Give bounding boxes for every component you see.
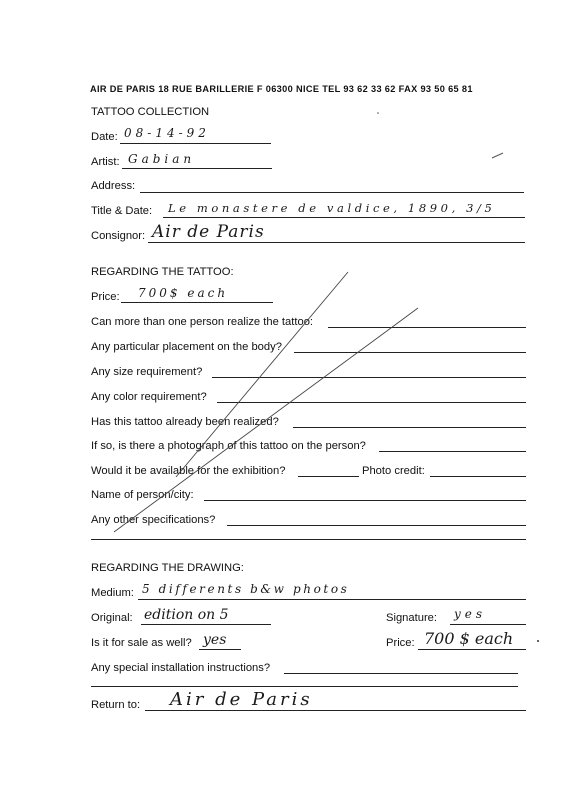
date-label: Date:	[91, 131, 118, 143]
placement-label: Any particular placement on the body?	[91, 341, 282, 353]
address-label: Address:	[91, 180, 136, 192]
signature-label: Signature:	[386, 612, 437, 624]
installation-label: Any special installation instructions?	[91, 662, 271, 674]
color-label: Any color requirement?	[91, 391, 207, 403]
drawing-price-value[interactable]: 700 $ each	[424, 629, 514, 648]
form-title: TATTOO COLLECTION	[91, 106, 210, 118]
artist-label: Artist:	[91, 156, 120, 168]
drawing-section-heading: REGARDING THE DRAWING:	[91, 562, 244, 574]
photograph-label: If so, is there a photograph of this tattoo on the person?	[91, 440, 366, 452]
return-to-value[interactable]: Air de Paris	[170, 689, 313, 710]
strike-line-upper	[176, 272, 348, 477]
tattoo-price-value[interactable]: 700$ each	[138, 286, 229, 300]
strike-line-lower	[114, 308, 418, 532]
name-person-label: Name of person/city:	[91, 489, 194, 501]
photo-credit-label: Photo credit:	[362, 465, 425, 477]
consignor-value[interactable]: Air de Paris	[152, 222, 265, 242]
medium-label: Medium:	[91, 587, 134, 599]
title-date-label: Title & Date:	[91, 205, 153, 217]
original-label: Original:	[91, 612, 133, 624]
more-than-one-label: Can more than one person realize the tattoo:	[91, 316, 314, 328]
stray-mark	[492, 153, 503, 158]
tattoo-price-label: Price:	[91, 291, 120, 303]
tattoo-section-heading: REGARDING THE TATTOO:	[91, 266, 234, 278]
drawing-price-label: Price:	[386, 637, 415, 649]
for-sale-value[interactable]: yes	[203, 632, 227, 648]
realized-label: Has this tattoo already been realized?	[91, 416, 279, 428]
original-value[interactable]: edition on 5	[144, 607, 229, 623]
consignor-label: Consignor:	[91, 230, 146, 242]
stray-dot	[377, 112, 379, 114]
for-sale-label: Is it for sale as well?	[91, 637, 192, 649]
artist-value[interactable]: Gabian	[128, 152, 196, 166]
return-to-label: Return to:	[91, 699, 141, 711]
date-value[interactable]: 08-14-92	[124, 126, 210, 140]
stray-dot-2	[537, 640, 539, 642]
size-label: Any size requirement?	[91, 366, 203, 378]
exhibition-label: Would it be available for the exhibition?	[91, 465, 286, 477]
other-specs-label: Any other specifications?	[91, 514, 216, 526]
signature-value[interactable]: yes	[454, 607, 487, 621]
title-date-value[interactable]: Le monastere de valdice, 1890, 3/5	[168, 201, 496, 215]
letterhead: AIR DE PARIS 18 RUE BARILLERIE F 06300 NICE TEL 93 62 33 62 FAX 93 50 65 81	[90, 84, 473, 94]
medium-value[interactable]: 5 differents b&w photos	[142, 582, 350, 596]
